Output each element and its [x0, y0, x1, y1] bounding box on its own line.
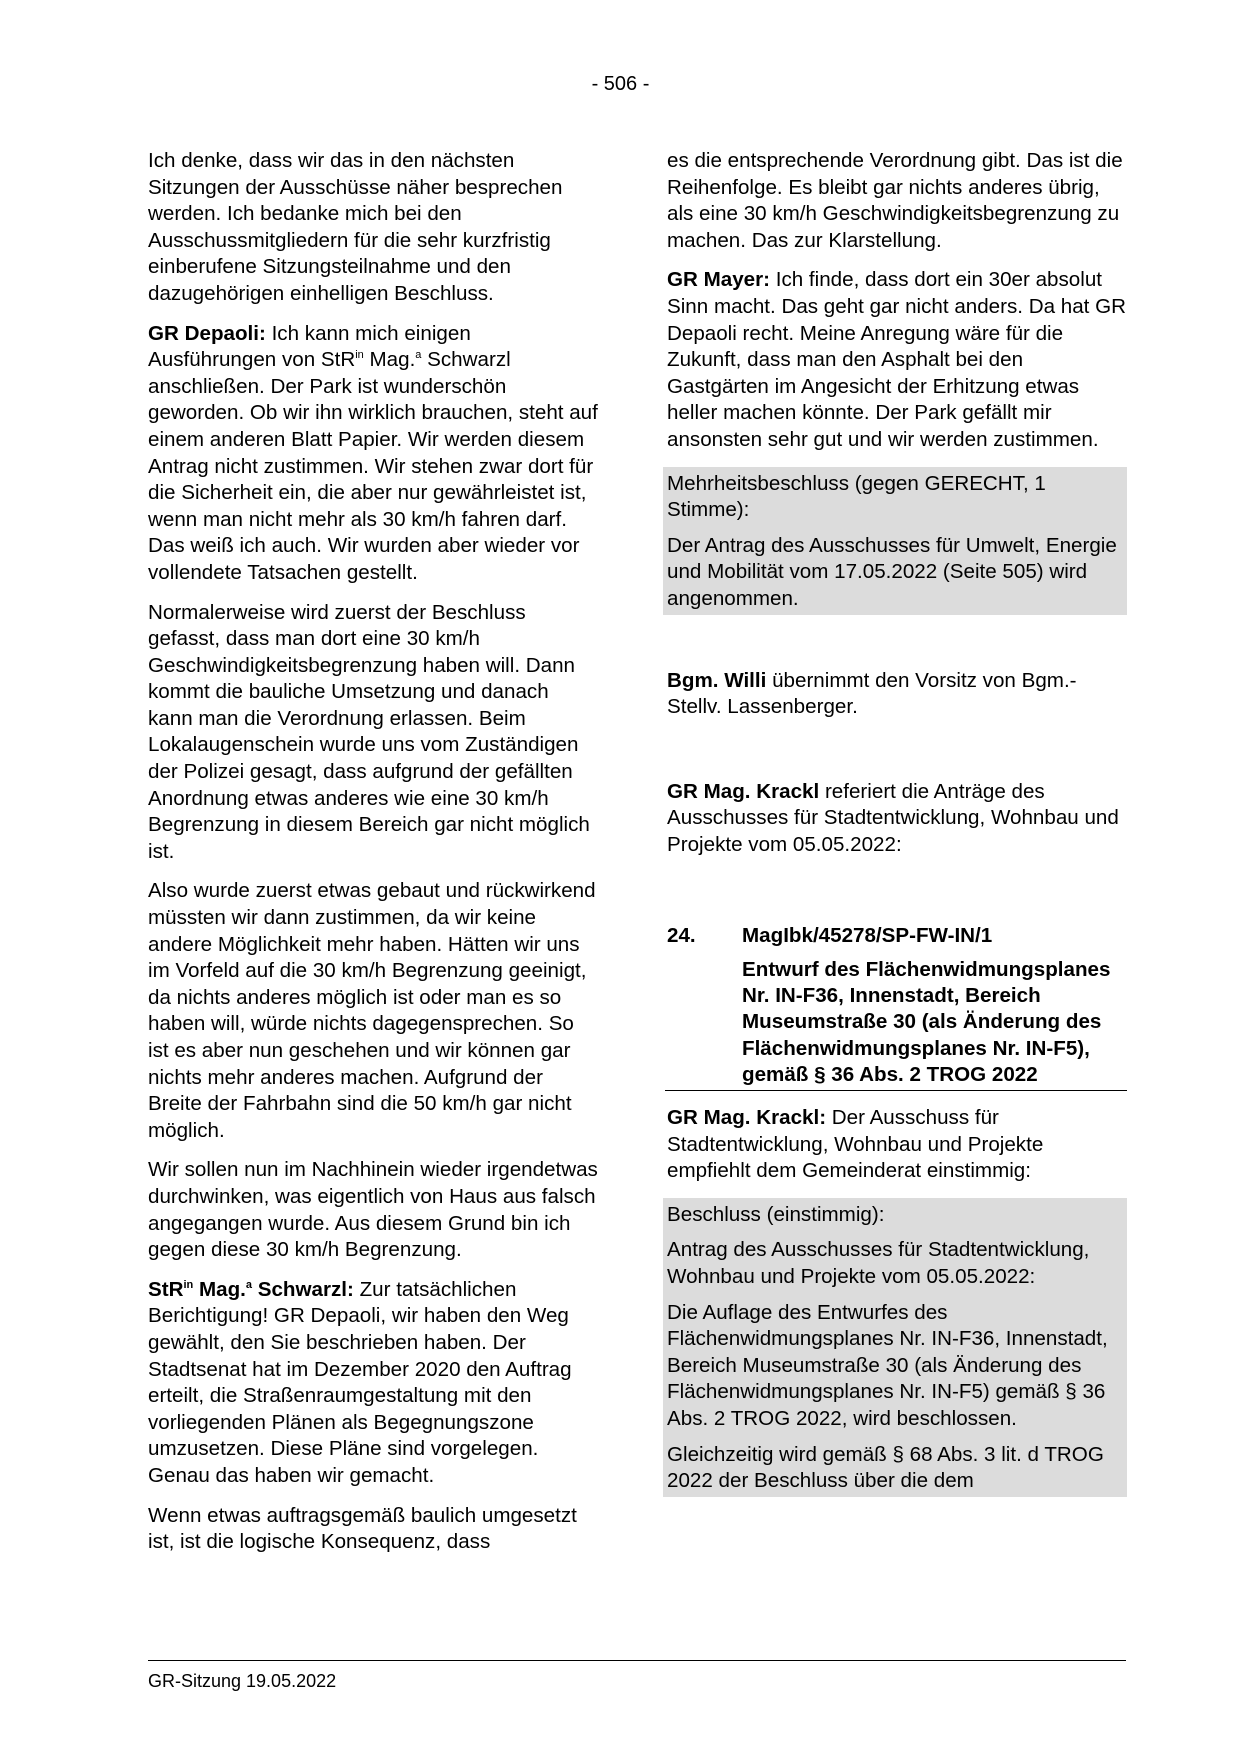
resolution-text: Der Antrag des Ausschusses für Umwelt, Energie und Mobilität vom 17.05.2022 (Seite 505) wird angenommen. [667, 533, 1117, 610]
paragraph: Normalerweise wird zuerst der Beschluss gefasst, dass man dort eine 30 km/h Geschwindigkeitsbegrenzung haben will. Dann kommt die bauliche Umsetzung und danach kann man die Verordnung erlassen. Beim Lokalaugenschein wurde uns vom Zuständigen der Polizei gesagt, dass aufgrund der gefällten Anordnung etwas anderes wie eine 30 km/h Begrenzung in diesem Bereich gar nicht möglich ist. [148, 600, 590, 863]
speaker-name: GR Depaoli: [148, 321, 266, 345]
paragraph: GR Mag. Krackl: Der Ausschuss für Stadtentwicklung, Wohnbau und Projekte empfiehlt dem Gemeinderat einstimmig: [667, 1106, 1044, 1183]
speaker-name: GR Mayer: [667, 268, 770, 292]
paragraph: StR$^{in}$ Mag.$^a$ Schwarzl: Zur tatsächlichen Berichtigung! GR Depaoli, wir haben den Weg gewählt, den Sie beschrieben haben. Der Stadtsenat hat im Dezember 2020 den Auftrag erteilt, die Straßenraumgestaltung mit den vorliegenden Plänen als Begegnungszone umzusetzen. Diese Pläne sind vorgelegen. Genau das haben wir gemacht. [148, 1277, 572, 1487]
paragraph: GR Depaoli: Ich kann mich einigen Ausführungen von StR$^{in}$ Mag.$^a$ Schwarzl anschließen. Der Park ist wunderschön geworden. Ob wir ihn wirklich brauchen, steht auf einem anderen Blatt Papier. Wir werden diesem Antrag nicht zustimmen. Wir stehen zwar dort für die Sicherheit ein, die aber nur gewährleistet ist, wenn man nicht mehr als 30 km/h fahren darf. Das weiß ich auch. Wir wurden aber wieder vor vollendete Tatsachen gestellt. [148, 321, 598, 584]
resolution-text: Antrag des Ausschusses für Stadtentwicklung, Wohnbau und Projekte vom 05.05.2022: [667, 1238, 1090, 1289]
paragraph: Wenn etwas auftragsgemäß baulich umgesetzt ist, ist die logische Konsequenz, dass [148, 1503, 577, 1554]
right-column [667, 148, 1127, 1497]
left-column [148, 148, 598, 1569]
paragraph: Ich denke, dass wir das in den nächsten Sitzungen der Ausschüsse näher besprechen werden. Ich bedanke mich bei den Ausschussmitgliedern für die sehr kurzfristig einberufene Sitzungsteilnahme und den dazugehörigen einhelligen Beschluss. [148, 149, 563, 305]
speaker-name: Bgm. Willi [667, 668, 767, 692]
paragraph: Also wurde zuerst etwas gebaut und rückwirkend müssten wir dann zustimmen, da wir keine andere Möglichkeit mehr haben. Hätten wir uns im Vorfeld auf die 30 km/h Begrenzung geeinigt, da nichts anderes möglich ist oder man es so haben will, würde nichts dagegensprechen. So ist es aber nun geschehen und wir können gar nichts mehr anderes machen. Aufgrund der Breite der Fahrbahn sind die 50 km/h gar nicht möglich. [148, 879, 596, 1142]
paragraph: es die entsprechende Verordnung gibt. Das ist die Reihenfolge. Es bleibt gar nichts anderes übrig, als eine 30 km/h Geschwindigkeitsbegrenzung zu machen. Das zur Klarstellung. [667, 149, 1123, 252]
agenda-item-header [667, 923, 1127, 950]
footer-text: GR-Sitzung 19.05.2022 [148, 1671, 337, 1691]
resolution-box [663, 467, 1127, 615]
resolution-text: Gleichzeitig wird gemäß § 68 Abs. 3 lit. d TROG 2022 der Beschluss über die dem [667, 1442, 1104, 1493]
resolution-type: Mehrheitsbeschluss (gegen GERECHT, 1 Stimme): [667, 471, 1046, 522]
resolution-type: Beschluss (einstimmig): [667, 1202, 885, 1226]
resolution-box [663, 1198, 1127, 1497]
footer-divider [148, 1660, 1126, 1661]
speaker-name: GR Mag. Krackl [667, 779, 820, 803]
speaker-name: GR Mag. Krackl: [667, 1106, 827, 1130]
page-number: - 506 - [591, 73, 650, 95]
paragraph: GR Mag. Krackl referiert die Anträge des Ausschusses für Stadtentwicklung, Wohnbau und Projekte vom 05.05.2022: [667, 779, 1119, 856]
divider [665, 1090, 1127, 1091]
agenda-item-number: 24. [667, 924, 696, 948]
paragraph: GR Mayer: Ich finde, dass dort ein 30er absolut Sinn macht. Das geht gar nicht anders. Da hat GR Depaoli recht. Meine Anregung wäre für die Zukunft, dass man den Asphalt bei den Gastgärten im Angesicht der Erhitzung etwas heller machen könnte. Der Park gefällt mir ansonsten sehr gut und wir werden zustimmen. [667, 268, 1127, 451]
resolution-text: Die Auflage des Entwurfes des Flächenwidmungsplanes Nr. IN-F36, Innenstadt, Bereich Museumstraße 30 (als Änderung des Flächenwidmungsplanes Nr. IN-F5) gemäß § 36 Abs. 2 TROG 2022, wird beschlossen. [667, 1300, 1108, 1431]
paragraph: Wir sollen nun im Nachhinein wieder irgendetwas durchwinken, was eigentlich von Haus aus falsch angegangen wurde. Aus diesem Grund bin ich gegen diese 30 km/h Begrenzung. [148, 1158, 598, 1262]
agenda-item-title: Entwurf des Flächenwidmungsplanes Nr. IN-F36, Innenstadt, Bereich Museumstraße 30 (als Änderung des Flächenwidmungsplanes Nr. IN-F5), gemäß § 36 Abs. 2 TROG 2022 [742, 958, 1111, 1086]
agenda-item-reference: MagIbk/45278/SP-FW-IN/1 [742, 924, 993, 948]
speaker-name: StR$^{in}$ Mag.$^a$ Schwarzl: [148, 1277, 354, 1301]
paragraph: Bgm. Willi übernimmt den Vorsitz von Bgm.-Stellv. Lassenberger. [667, 668, 1077, 719]
